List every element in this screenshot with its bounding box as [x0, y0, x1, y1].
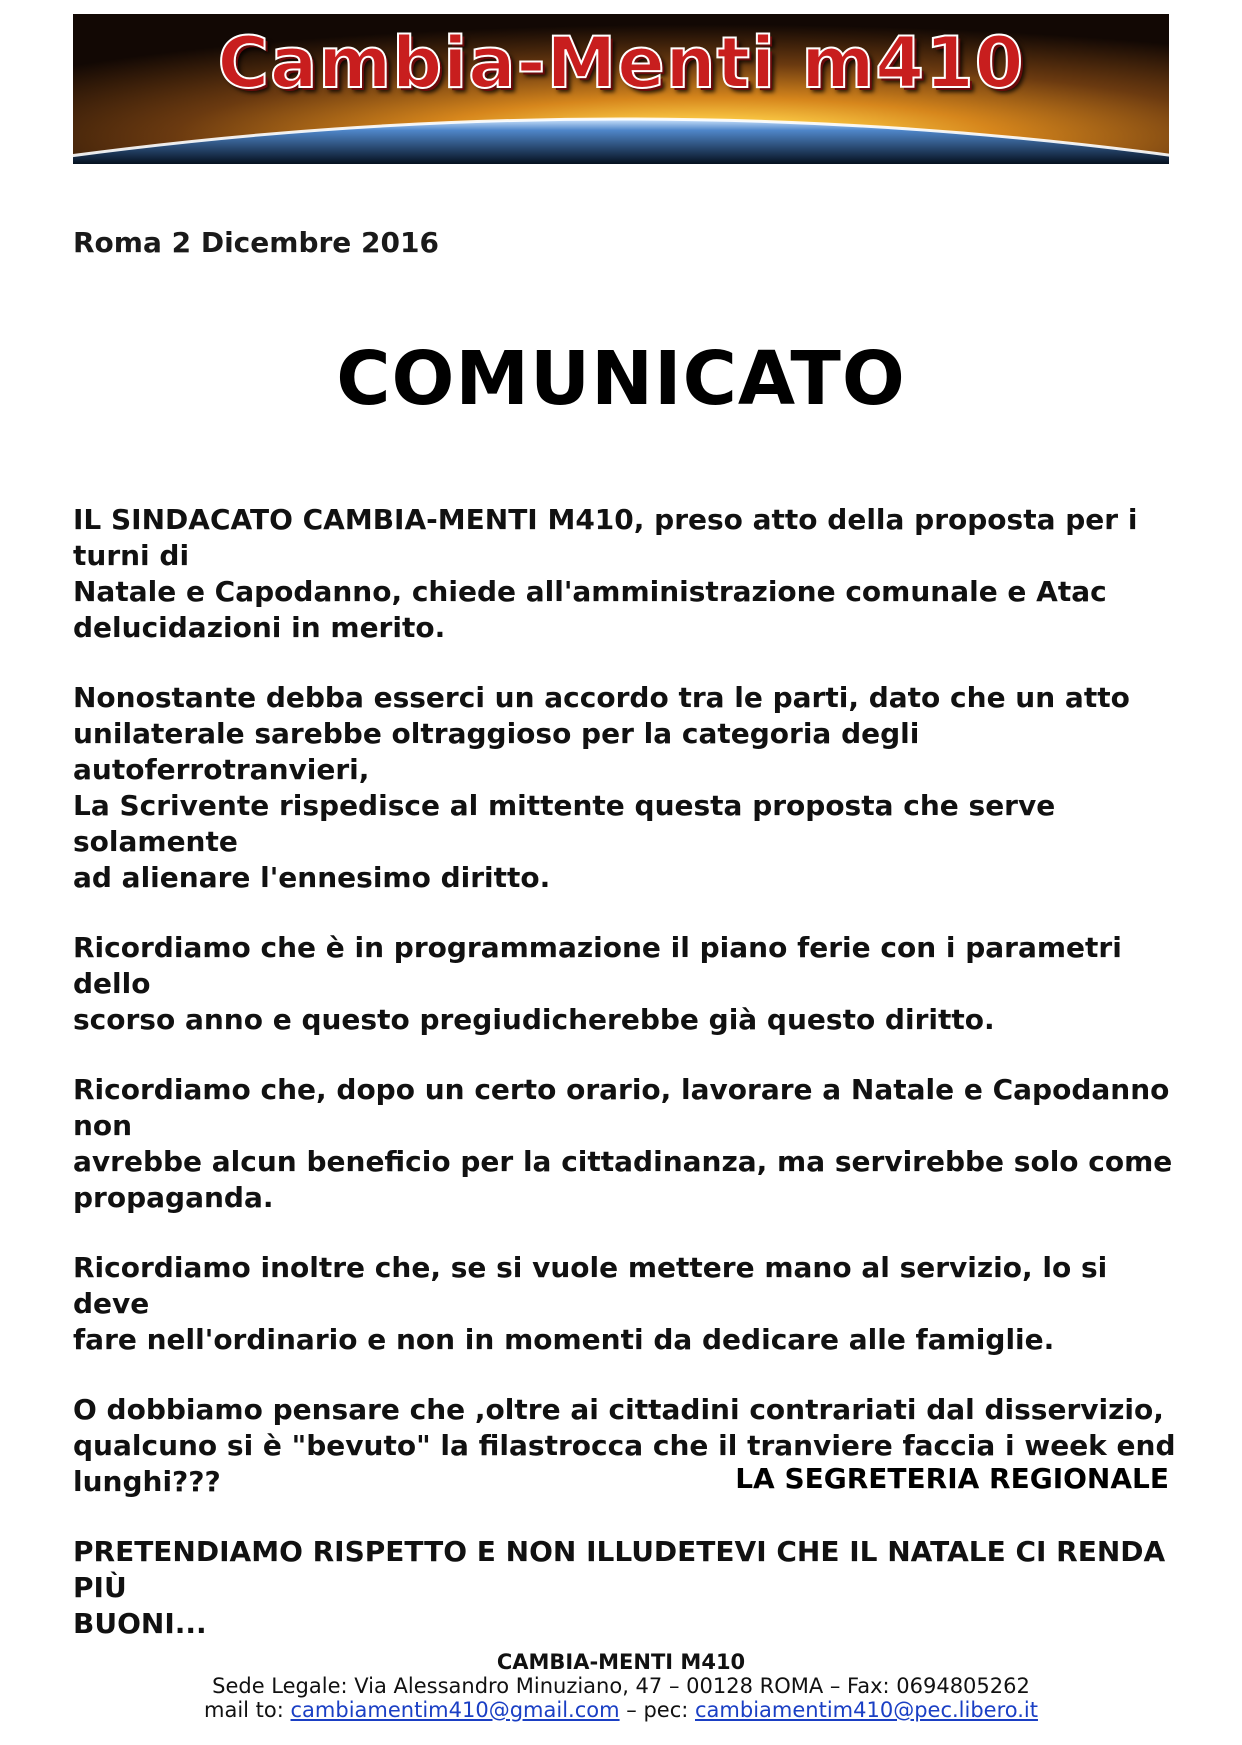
footer-address: Sede Legale: Via Alessandro Minuziano, 47 – 00128 ROMA – Fax: 0694805262 — [212, 1674, 1030, 1698]
footer-org-name: CAMBIA-MENTI M410 — [496, 1650, 746, 1674]
body-paragraph: IL SINDACATO CAMBIA-MENTI M410, preso atto della proposta per i turni di Natale e Capodanno, chiede all'amministrazione comunale e Atac delucidazioni in merito. — [73, 503, 1138, 644]
footer-contacts — [0, 1698, 1242, 1722]
body-paragraph: Ricordiamo inoltre che, se si vuole mettere mano al servizio, lo si deve fare nell'ordinario e non in momenti da dedicare alle famiglie. — [73, 1251, 1108, 1356]
signature: LA SEGRETERIA REGIONALE — [735, 1462, 1169, 1495]
footer — [0, 1650, 1242, 1722]
document-date: Roma 2 Dicembre 2016 — [73, 226, 439, 259]
header-banner — [73, 14, 1169, 164]
body-paragraph: O dobbiamo pensare che ,oltre ai cittadini contrariati dal disservizio, qualcuno si è "bevuto" la filastrocca che il tranviere faccia i week end lunghi??? — [73, 1393, 1176, 1498]
pec-email-link[interactable]: cambiamentim410@pec.libero.it — [695, 1698, 1038, 1722]
document-body — [73, 502, 1183, 1676]
banner-title: Cambia-Menti m410 — [217, 22, 1025, 104]
body-paragraph: Nonostante debba esserci un accordo tra le parti, dato che un atto unilaterale sarebbe oltraggioso per la categoria degli autoferrotranvieri, La Scrivente rispedisce al mittente questa proposta che serve solamente ad alienare l'ennesimo diritto. — [73, 681, 1130, 894]
body-paragraph: Ricordiamo che, dopo un certo orario, lavorare a Natale e Capodanno non avrebbe alcun beneficio per la cittadinanza, ma servirebbe solo come propaganda. — [73, 1073, 1173, 1214]
email-link[interactable]: cambiamentim410@gmail.com — [290, 1698, 620, 1722]
document-heading: COMUNICATO — [336, 336, 906, 422]
footer-mail-label: mail to: — [204, 1698, 284, 1722]
body-paragraph: Ricordiamo che è in programmazione il piano ferie con i parametri dello scorso anno e questo pregiudicherebbe già questo diritto. — [73, 931, 1122, 1036]
body-paragraph: PRETENDIAMO RISPETTO E NON ILLUDETEVI CHE IL NATALE CI RENDA PIÙ BUONI... — [73, 1535, 1166, 1640]
footer-pec-label: – pec: — [626, 1698, 689, 1722]
